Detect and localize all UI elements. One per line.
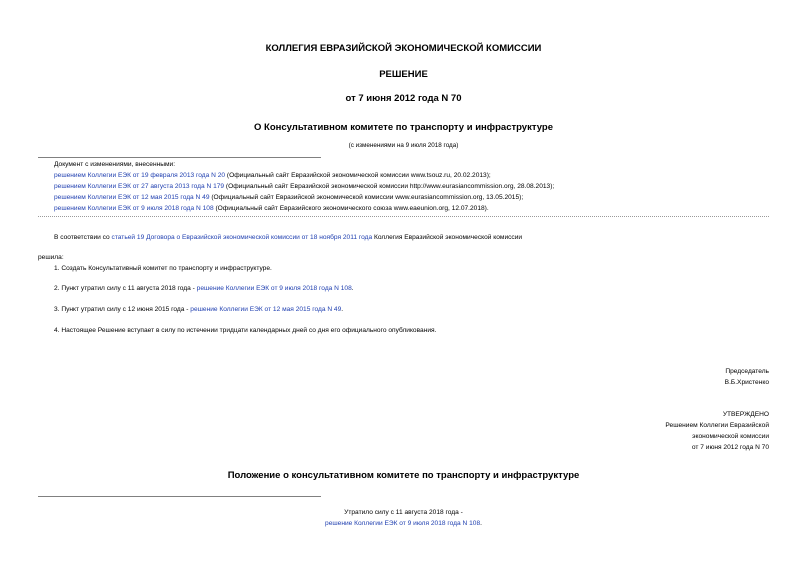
- point-3-link[interactable]: решение Коллегии ЕЭК от 12 мая 2015 года N 49: [190, 306, 342, 313]
- changes-top-rule: [38, 157, 321, 158]
- point-2-link[interactable]: решение Коллегии ЕЭК от 9 июля 2018 года N 108: [196, 285, 352, 292]
- change-item: [54, 170, 491, 181]
- amendments-note: (с изменениями на 9 июля 2018 года): [348, 142, 459, 149]
- regulation-lost-force-link[interactable]: решение Коллегии ЕЭК от 9 июля 2018 года N 108: [325, 520, 481, 527]
- changes-intro: Документ с изменениями, внесенными:: [54, 161, 176, 168]
- document-subject: О Консультативном комитете по транспорту и инфраструктуре: [254, 122, 553, 133]
- regulation-lost-force-ref: [0, 518, 807, 529]
- approved-line: от 7 июня 2012 года N 70: [691, 444, 769, 451]
- change-source: (Официальный сайт Евразийской экономической комиссии www.eurasiancommission.org, 13.05.2015);: [209, 194, 524, 201]
- changes-bottom-rule: [38, 216, 769, 217]
- document-type: РЕШЕНИЕ: [379, 69, 428, 80]
- document-date-number: от 7 июня 2012 года N 70: [345, 93, 462, 104]
- issuing-authority: КОЛЛЕГИЯ ЕВРАЗИЙСКОЙ ЭКОНОМИЧЕСКОЙ КОМИССИИ: [265, 43, 542, 54]
- point-2: [54, 283, 354, 294]
- point-1: 1. Создать Консультативный комитет по транспорту и инфраструктуре.: [54, 265, 272, 272]
- change-link[interactable]: решением Коллегии ЕЭК от 19 февраля 2013 года N 20: [54, 172, 226, 179]
- point-2-text: 2. Пункт утратил силу с 11 августа 2018 года -: [54, 285, 197, 292]
- approved-label: УТВЕРЖДЕНО: [722, 411, 769, 418]
- change-link[interactable]: решением Коллегии ЕЭК от 12 мая 2015 года N 49: [54, 194, 210, 201]
- preamble-suffix: Коллегия Евразийской экономической комиссии: [372, 234, 523, 241]
- regulation-rule: [38, 496, 321, 497]
- change-source: (Официальный сайт Евразийской экономической комиссии www.tsouz.ru, 20.02.2013);: [225, 172, 491, 179]
- point-2-suffix: .: [351, 285, 354, 292]
- change-item: [54, 192, 523, 203]
- change-link[interactable]: решением Коллегии ЕЭК от 27 августа 2013 года N 179: [54, 183, 225, 190]
- approved-line: экономической комиссии: [692, 433, 769, 440]
- signatory-name: В.Б.Христенко: [724, 379, 769, 386]
- point-3-text: 3. Пункт утратил силу с 12 июня 2015 года -: [54, 306, 191, 313]
- change-link[interactable]: решением Коллегии ЕЭК от 9 июля 2018 года N 108: [54, 205, 214, 212]
- regulation-lost-force: Утратило силу с 11 августа 2018 года -: [344, 509, 463, 516]
- signatory-title: Председатель: [725, 368, 769, 375]
- treaty-article-link[interactable]: статьей 19 Договора о Евразийской экономической комиссии от 18 ноября 2011 года: [111, 234, 373, 241]
- change-item: [54, 203, 489, 214]
- point-3-suffix: .: [341, 306, 344, 313]
- change-item: [54, 181, 554, 192]
- regulation-lost-force-suffix: .: [480, 520, 482, 527]
- preamble-prefix: В соответствии со: [54, 234, 112, 241]
- change-source: (Официальный сайт Евразийской экономической комиссии http://www.eurasiancommission.org, 28.08.2013);: [224, 183, 555, 190]
- change-source: (Официальный сайт Евразийского экономического союза www.eaeunion.org, 12.07.2018).: [213, 205, 489, 212]
- point-4: 4. Настоящее Решение вступает в силу по истечении тридцати календарных дней со дня его официального опубликования.: [54, 327, 437, 334]
- point-3: [54, 304, 343, 315]
- regulation-title: Положение о консультативном комитете по транспорту и инфраструктуре: [227, 470, 580, 481]
- approved-line: Решением Коллегии Евразийской: [665, 422, 769, 429]
- resolved-label: решила:: [38, 254, 64, 261]
- preamble: [54, 232, 522, 243]
